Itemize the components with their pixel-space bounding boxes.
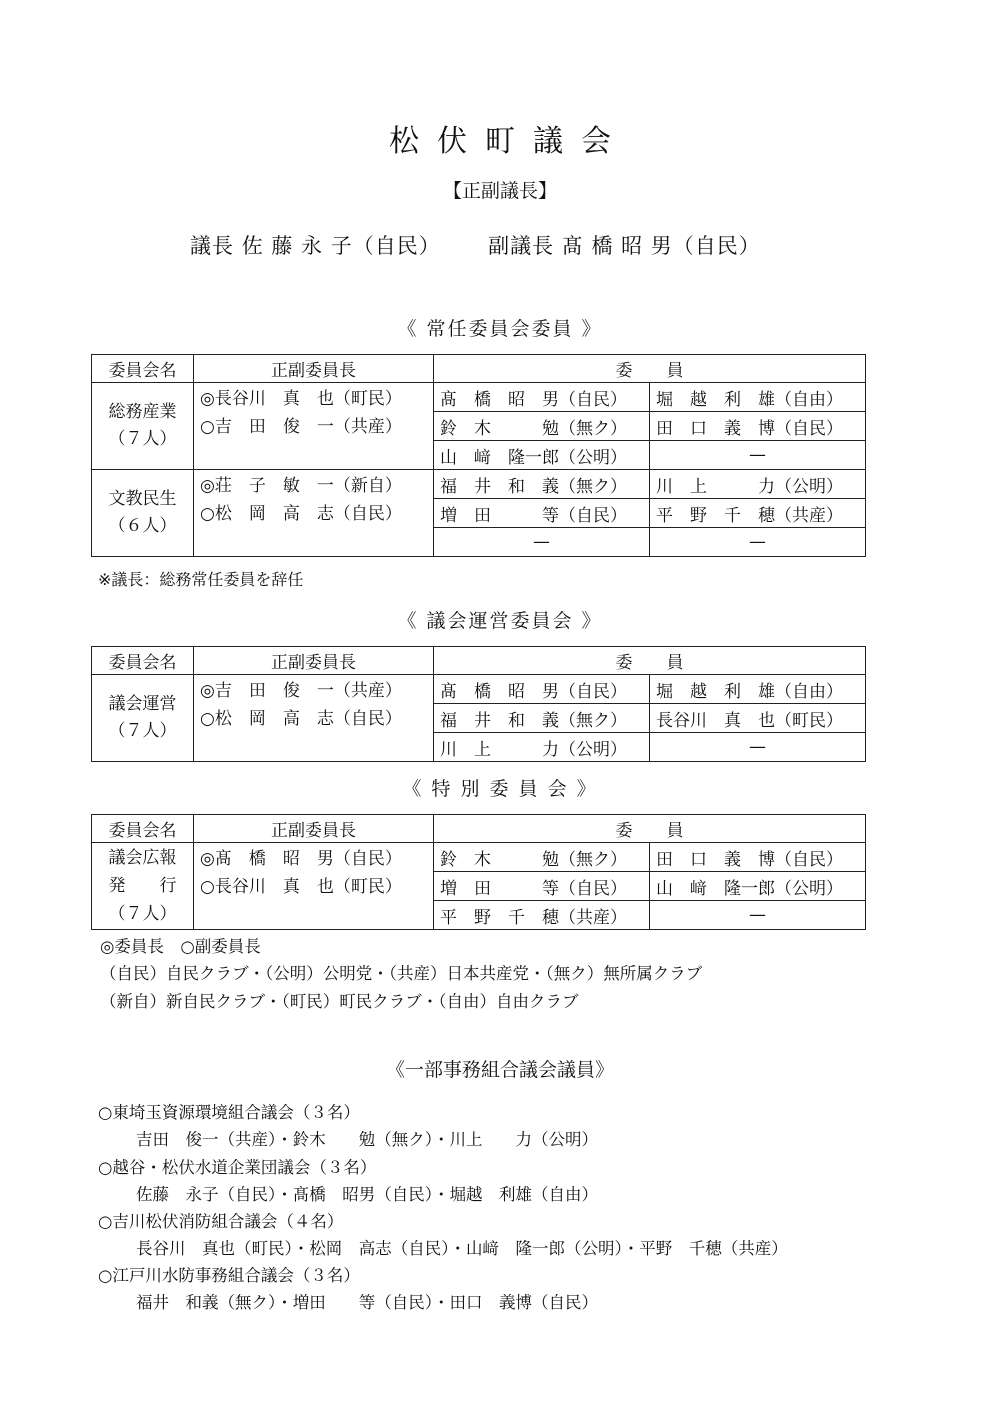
- header-leaders: 正副委員長: [194, 815, 434, 843]
- committee-name: 議会運営: [108, 694, 177, 714]
- empty-member-cell: —: [650, 528, 866, 557]
- header-leaders: 正副委員長: [194, 355, 434, 383]
- member-cell: 堀 越 利 雄（自由）: [650, 675, 866, 704]
- empty-member-cell: —: [434, 528, 650, 557]
- committee-name-cell: [92, 843, 194, 930]
- committee-name: 文教民生: [108, 489, 177, 509]
- unions-heading: 《一部事務組合議会議員》: [385, 1059, 614, 1081]
- committee-name-cell: [92, 383, 194, 470]
- union-name: ○吉川松伏消防組合議会（４名）: [98, 1212, 344, 1231]
- legend-symbols: ◎委員長 ○副委員長: [100, 937, 261, 956]
- header-members: 委 員: [434, 647, 866, 675]
- member-cell: 増 田 等（自民）: [434, 499, 650, 528]
- committee-chair: ◎長谷川 真 也（町民）: [200, 389, 402, 409]
- empty-member-cell: —: [650, 901, 866, 930]
- committee-name-cell: [92, 470, 194, 557]
- committee-count: （７人）: [108, 904, 177, 924]
- member-cell: 平 野 千 穂（共産）: [650, 499, 866, 528]
- committee-count: （７人）: [108, 721, 177, 741]
- header-leaders: 正副委員長: [194, 647, 434, 675]
- union-members: 佐藤 永子（自民）・髙橋 昭男（自民）・堀越 利雄（自由）: [136, 1185, 598, 1204]
- union-name: ○越谷・松伏水道企業団議会（３名）: [98, 1158, 377, 1177]
- committee-vice-chair: ○松 岡 高 志（自民）: [200, 504, 402, 524]
- chair-name: 佐 藤 永 子（自民）: [241, 234, 441, 258]
- steering-committee-heading: 《 議会運営委員会 》: [397, 610, 603, 632]
- header-committee: 委員会名: [92, 647, 194, 675]
- union-members: 長谷川 真也（町民）・松岡 高志（自民）・山﨑 隆一郎（公明）・平野 千穂（共産）: [136, 1239, 788, 1258]
- union-name: ○江戸川水防事務組合議会（３名）: [98, 1266, 360, 1285]
- page-title: 松伏町議会: [389, 124, 629, 159]
- committee-count: （６人）: [108, 516, 177, 536]
- member-cell: 平 野 千 穂（共産）: [434, 901, 650, 930]
- member-cell: 福 井 和 義（無ク）: [434, 470, 650, 499]
- header-committee: 委員会名: [92, 815, 194, 843]
- committee-name: 総務産業: [108, 402, 177, 422]
- header-members: 委 員: [434, 355, 866, 383]
- committee-chair: ◎髙 橋 昭 男（自民）: [200, 849, 402, 869]
- member-cell: 田 口 義 博（自民）: [650, 843, 866, 872]
- committee-count: （７人）: [108, 429, 177, 449]
- header-members: 委 員: [434, 815, 866, 843]
- legend-parties-line2: （新自）新自民クラブ・（町民）町民クラブ・（自由）自由クラブ: [100, 992, 579, 1011]
- member-cell: 長谷川 真 也（町民）: [650, 704, 866, 733]
- member-cell: 髙 橋 昭 男（自民）: [434, 383, 650, 412]
- committee-vice-chair: ○長谷川 真 也（町民）: [200, 877, 402, 897]
- steering-committee-table: [91, 646, 866, 762]
- committee-vice-chair: ○松 岡 高 志（自民）: [200, 709, 402, 729]
- union-members: 福井 和義（無ク）・増田 等（自民）・田口 義博（自民）: [136, 1293, 598, 1312]
- legend-parties-line1: （自民）自民クラブ・（公明）公明党・（共産）日本共産党・（無ク）無所属クラブ: [100, 964, 703, 983]
- union-name: ○東埼玉資源環境組合議会（３名）: [98, 1103, 360, 1122]
- committee-chair: ◎荘 子 敏 一（新自）: [200, 476, 402, 496]
- standing-committee-table: [91, 354, 866, 557]
- vice-chair-label: 副議長: [488, 234, 555, 258]
- standing-note: ※議長：総務常任委員を辞任: [98, 570, 304, 589]
- member-cell: 福 井 和 義（無ク）: [434, 704, 650, 733]
- vice-chair-name: 髙 橋 昭 男（自民）: [561, 234, 761, 258]
- member-cell: 鈴 木 勉（無ク）: [434, 843, 650, 872]
- union-members: 吉田 俊一（共産）・鈴木 勉（無ク）・川上 力（公明）: [136, 1130, 598, 1149]
- special-committee-table: [91, 814, 866, 930]
- member-cell: 鈴 木 勉（無ク）: [434, 412, 650, 441]
- leaders-cell: [194, 675, 434, 762]
- committee-name-cell: [92, 675, 194, 762]
- leaders-cell: [194, 470, 434, 557]
- leaders-cell: [194, 843, 434, 930]
- committee-name-line2: 発 行: [108, 876, 177, 896]
- special-committee-heading: 《 特 別 委 員 会 》: [402, 778, 598, 800]
- member-cell: 川 上 力（公明）: [434, 733, 650, 762]
- empty-member-cell: —: [650, 441, 866, 470]
- committee-vice-chair: ○吉 田 俊 一（共産）: [200, 417, 402, 437]
- member-cell: 山 﨑 隆一郎（公明）: [434, 441, 650, 470]
- member-cell: 髙 橋 昭 男（自民）: [434, 675, 650, 704]
- leaders-cell: [194, 383, 434, 470]
- member-cell: 堀 越 利 雄（自由）: [650, 383, 866, 412]
- member-cell: 田 口 義 博（自民）: [650, 412, 866, 441]
- committee-chair: ◎吉 田 俊 一（共産）: [200, 681, 402, 701]
- chairs-heading: 【正副議長】: [442, 180, 557, 202]
- header-committee: 委員会名: [92, 355, 194, 383]
- member-cell: 増 田 等（自民）: [434, 872, 650, 901]
- chairs-line: [190, 230, 761, 260]
- committee-name-line1: 議会広報: [108, 848, 177, 868]
- standing-committee-heading: 《 常任委員会委員 》: [397, 318, 603, 340]
- member-cell: 山 﨑 隆一郎（公明）: [650, 872, 866, 901]
- chair-label: 議長: [190, 234, 234, 258]
- member-cell: 川 上 力（公明）: [650, 470, 866, 499]
- empty-member-cell: —: [650, 733, 866, 762]
